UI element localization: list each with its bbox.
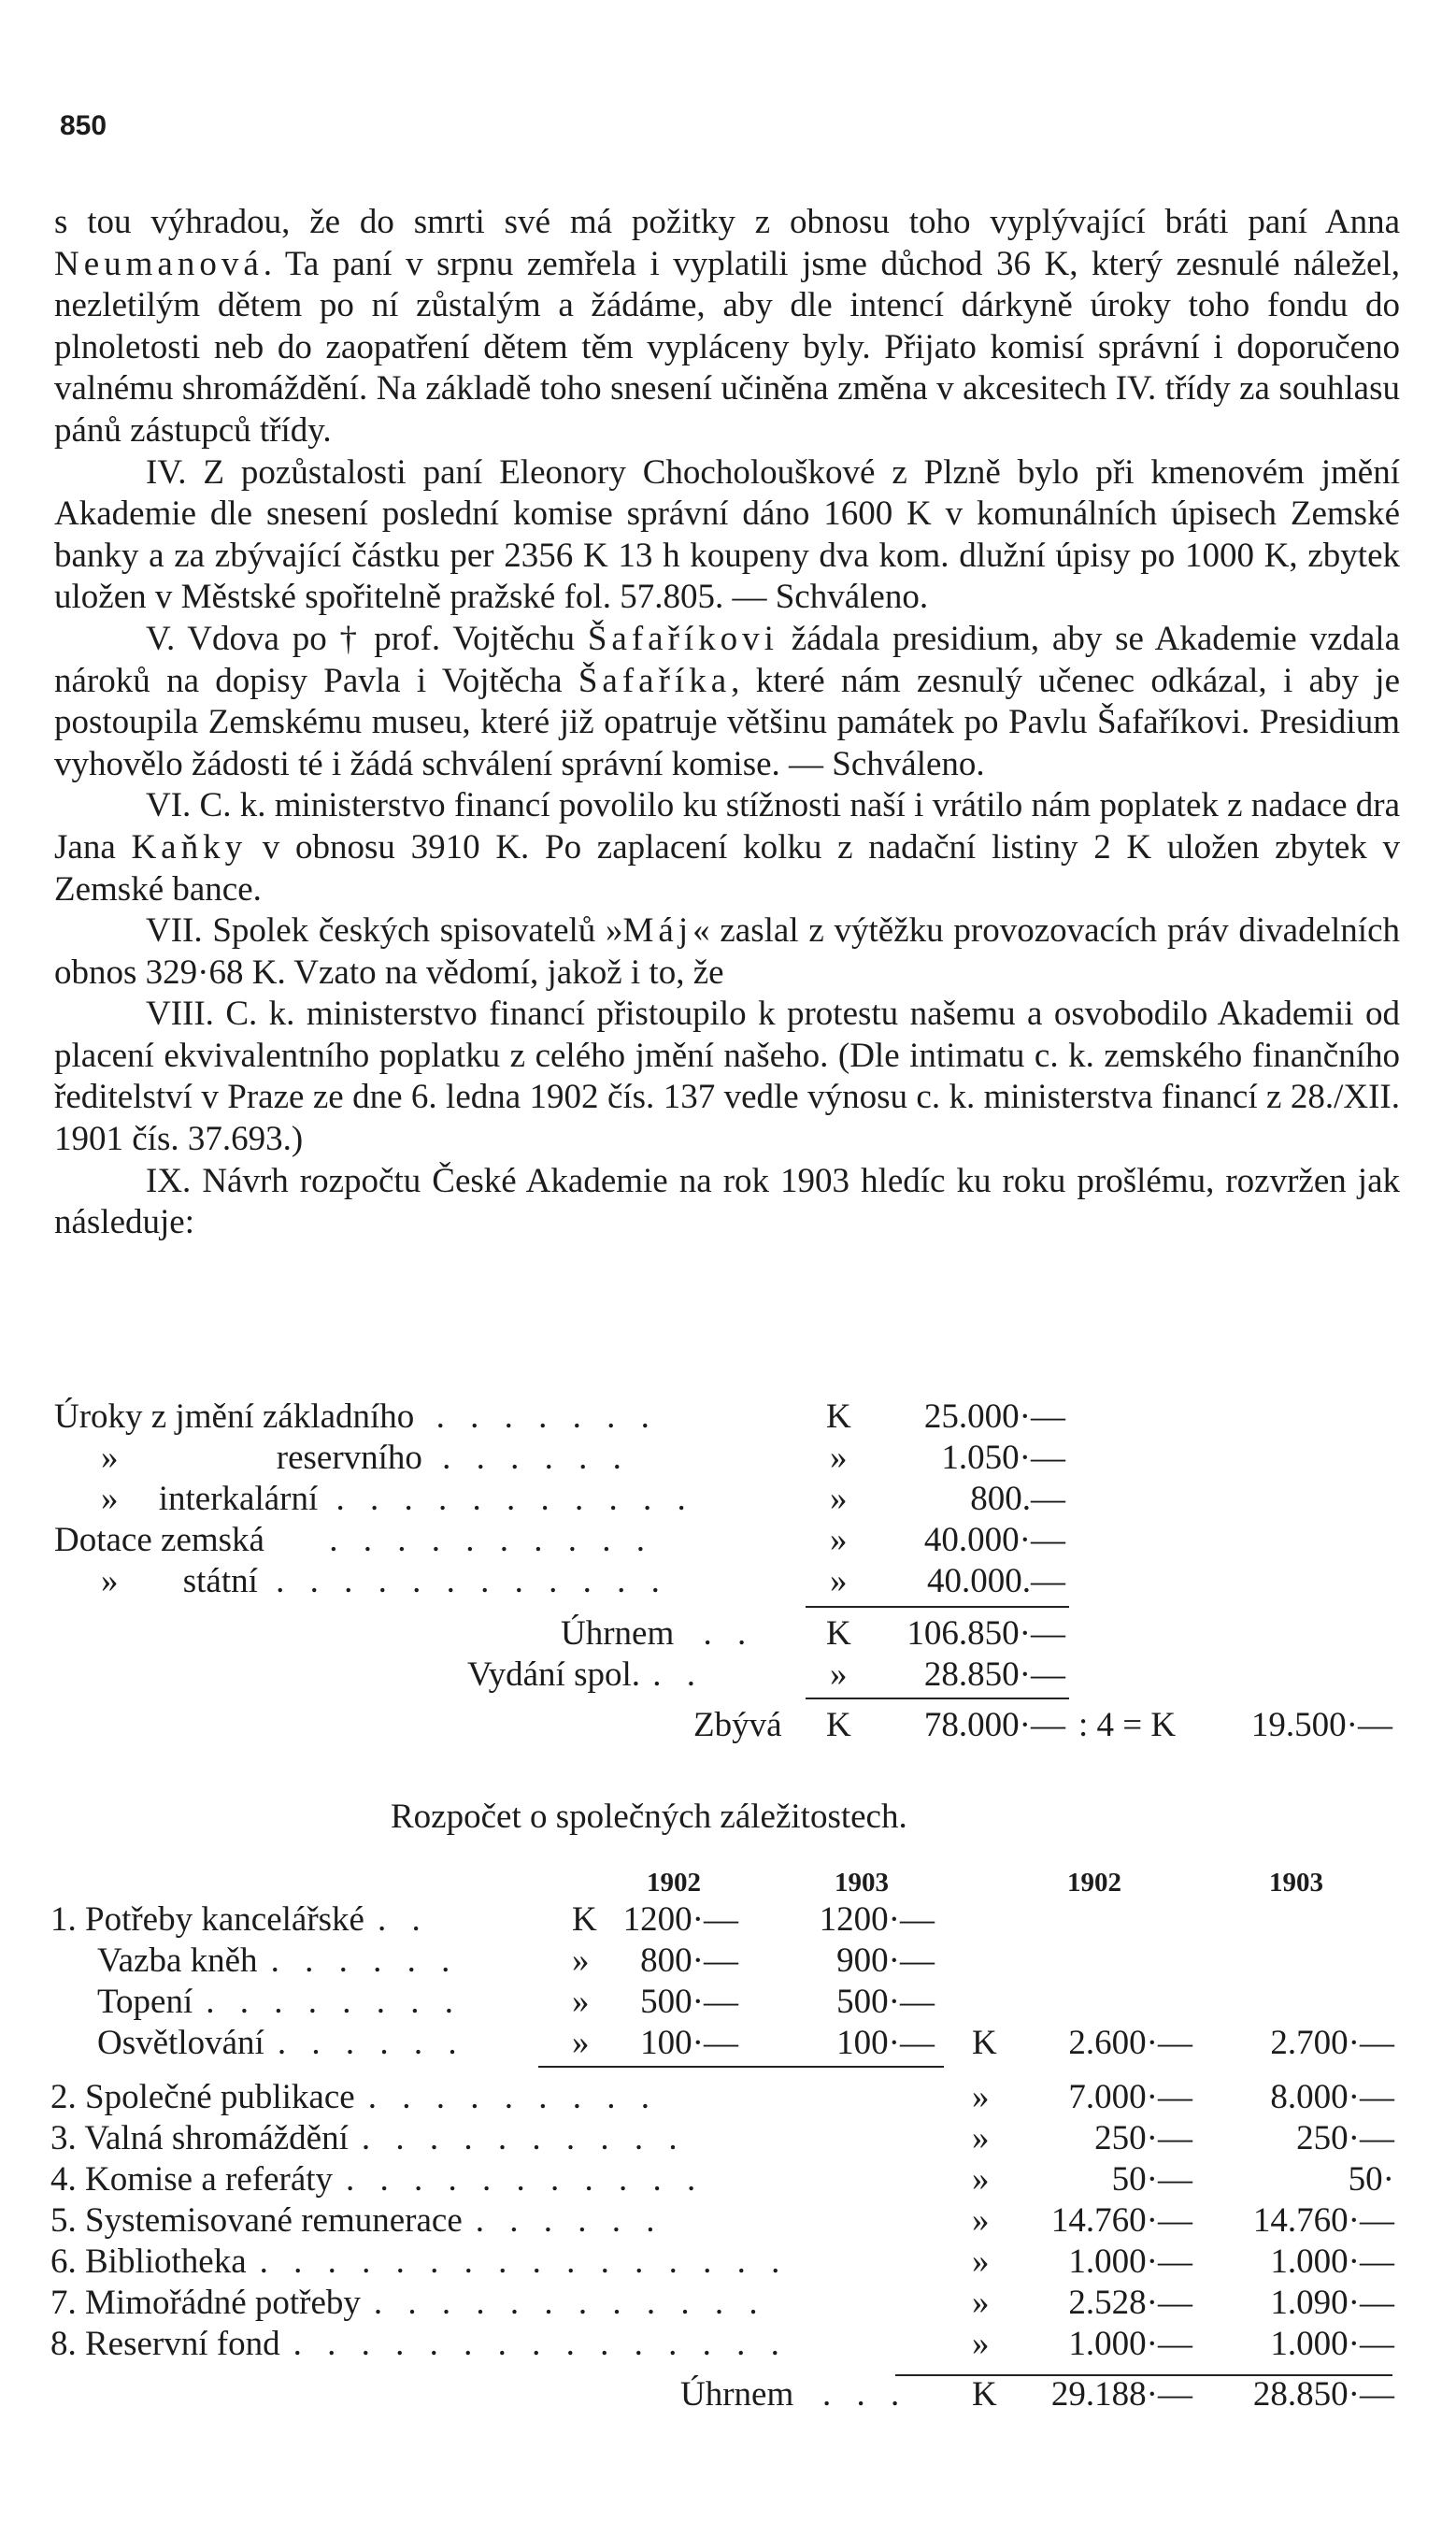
budget-currency: » — [830, 1521, 848, 1559]
row-label-wrap — [50, 2324, 788, 2365]
budget-currency: K — [826, 1706, 851, 1744]
row-label: 2. Společné publikace — [50, 2078, 355, 2116]
budget-remain-calc: : 4 = K — [1078, 1706, 1177, 1744]
budget-row: » státní . . . . . . . . . . . . — [101, 1562, 668, 1600]
budget-remain-value: 78.000·— — [923, 1706, 1065, 1744]
body-text — [54, 202, 1400, 1244]
row-dots: . . . . . . . . . . . . . . . . — [259, 2242, 789, 2281]
row-label: 7. Mimořádné potřeby — [50, 2284, 361, 2322]
budget-value: 1.050·— — [941, 1439, 1065, 1477]
row-label: 3. Valná shromáždění — [50, 2119, 349, 2157]
row-currency: K — [572, 1900, 597, 1939]
row-dots: . . . . . . . . . — [367, 2078, 658, 2116]
budget-expense-row: Vydání spol. . . — [467, 1655, 704, 1694]
spaced-name: Šafaříkovi — [587, 619, 778, 658]
table-row — [0, 1941, 1456, 1982]
row-currency: K — [972, 2024, 997, 2062]
row-label: 6. Bibliotheka — [50, 2242, 247, 2281]
budget-currency: K — [826, 1614, 851, 1653]
row-currency: » — [972, 2284, 990, 2322]
row-dots: . . . . . . — [475, 2201, 664, 2240]
row-label: Topení — [97, 1983, 193, 2021]
budget-currency: » — [830, 1562, 848, 1600]
row-1902-total: 7.000·— — [1068, 2078, 1192, 2116]
row-dots: . . . . . . . . — [206, 1983, 462, 2021]
budget-expense-value: 28.850·— — [923, 1655, 1065, 1694]
paragraph-vi: VI. C. k. ministerstvo financí povolilo ku stížnosti naší i vrátilo nám poplatek z nadace dra Jana Kaňky v obnosu 3910 K. Po zaplacení kolku z nadační listiny 2 K uložen zbytek v Zemské bance. — [54, 786, 1400, 909]
paragraph-viii: VIII. C. k. ministerstvo financí přistoupilo k protestu našemu a osvobodilo Akademii od placení ekvivalentního poplatku z celého jmění našeho. (Dle intimatu c. k. zemského finančního ředitelství v Praze ze dne 6. ledna 1902 čís. 137 vedle výnosu c. k. ministerstva financí z 28./XII. 1901 čís. 37.693.) — [54, 995, 1400, 1159]
row-label: 1. Potřeby kancelářské — [50, 1900, 364, 1939]
table-row — [0, 2200, 1456, 2242]
sum-rule — [538, 2066, 944, 2068]
budget-value: 25.000·— — [923, 1397, 1065, 1436]
col-header-1903: 1903 — [1269, 1868, 1323, 1898]
row-1903-item: 500·— — [836, 1983, 935, 2021]
col-header-1902: 1902 — [647, 1868, 701, 1898]
row-label-wrap — [50, 1899, 429, 1941]
budget-row: Dotace zemská . . . . . . . . . . — [54, 1521, 653, 1559]
row-label-wrap — [97, 1982, 462, 2023]
row-1902-total: 2.528·— — [1068, 2284, 1192, 2322]
table-row — [0, 2242, 1456, 2283]
table-row — [0, 2159, 1456, 2200]
row-label: 4. Komise a referáty — [50, 2160, 334, 2199]
expenses-total-row: Úhrnem . . . K 29.188·— 28.850·— — [680, 2375, 1394, 2414]
row-currency: » — [972, 2201, 990, 2240]
budget-remain-result: 19.500·— — [1250, 1706, 1392, 1744]
row-dots: . . . . . . . . . . . . . . . — [293, 2325, 788, 2363]
row-currency: » — [572, 2024, 590, 2062]
row-dots: . . . . . . . . . . . — [346, 2160, 705, 2199]
row-1903-total: 50· — [1348, 2160, 1394, 2199]
row-label-wrap — [97, 2023, 465, 2064]
budget-total-row: Úhrnem . . — [561, 1614, 755, 1653]
budget-remain-label: Zbývá — [693, 1706, 782, 1744]
row-currency: » — [572, 1941, 590, 1980]
row-label: 8. Reservní fond — [50, 2325, 280, 2363]
row-label-wrap — [50, 2242, 788, 2283]
budget-row: » reservního . . . . . . — [101, 1439, 630, 1477]
row-dots: . . . . . . . . . . . . — [373, 2284, 766, 2322]
row-1902-item: 500·— — [640, 1983, 738, 2021]
table-row — [0, 2118, 1456, 2159]
row-label-wrap — [97, 1941, 458, 1982]
budget-value: 40.000.— — [927, 1562, 1065, 1600]
expenses-total-1902: 29.188·— — [1050, 2375, 1192, 2414]
budget-row: » interkalární . . . . . . . . . . . — [101, 1480, 694, 1518]
budget-currency: » — [830, 1655, 848, 1694]
spaced-name: Neumanová — [54, 244, 264, 283]
table-row — [0, 1982, 1456, 2023]
row-1902-item: 100·— — [640, 2024, 738, 2062]
budget-currency: » — [830, 1439, 848, 1477]
row-currency: » — [972, 2325, 990, 2363]
table-row — [0, 1899, 1456, 1941]
row-currency: » — [572, 1983, 590, 2021]
row-currency: » — [972, 2119, 990, 2157]
page-number: 850 — [60, 110, 107, 141]
row-1903-total: 1.000·— — [1270, 2242, 1394, 2281]
row-1902-item: 800·— — [640, 1941, 738, 1980]
row-dots: . . — [377, 1900, 429, 1939]
row-1902-total: 1.000·— — [1068, 2325, 1192, 2363]
budget-value: 40.000·— — [923, 1521, 1065, 1559]
row-1903-total: 8.000·— — [1270, 2078, 1394, 2116]
budget-currency: » — [830, 1480, 848, 1518]
row-label: Vazba kněh — [97, 1941, 258, 1980]
paragraph-ix: IX. Návrh rozpočtu České Akademie na rok 1903 hledíc ku roku prošlému, rozvržen jak následuje: — [54, 1161, 1400, 1242]
paragraph-iv: IV. Z pozůstalosti paní Eleonory Chocholouškové z Plzně bylo při kmenovém jmění Akademie dle snesení poslední komise správní dáno 1600 K v komunálních úpisech Zemské banky a za zbývající částku per 2356 K 13 h koupeny dva kom. dlužní úpisy po 1000 K, zbytek uložen v Městské spořitelně pražské fol. 57.805. — Schváleno. — [54, 452, 1400, 617]
table-row — [0, 2077, 1456, 2118]
col-header-1902: 1902 — [1067, 1868, 1121, 1898]
row-1903-total: 14.760·— — [1252, 2201, 1394, 2240]
paragraph-v: V. Vdova po † prof. Vojtěchu Šafaříkovi žádala presidium, aby se Akademie vzdala nároků na dopisy Pavla i Vojtěcha Šafaříka, které nám zesnulý učenec odkázal, i aby je postoupila Zemskému museu, které již opatruje většinu památek po Pavlu Šafaříkovi. Presidium vyhovělo žádosti té i žádá schválení správní komise. — Schváleno. — [54, 619, 1401, 783]
budget-currency: K — [826, 1397, 851, 1436]
paragraph-anna-neumanova: s tou výhradou, že do smrti své má požitky z obnosu toho vyplývající bráti paní Anna Neumanová. Ta paní v srpnu zemřela i vyplatili jsme důchod 36 K, který zesnulé náležel, nezletilým dětem po ní zůstalým a žádáme, aby dle intencí dárkyně úroky toho fondu do plnoletosti neb do zaopatření dětem těm vypláceny byly. Přijato komisí správní i doporučeno valnému shromáždění. Na základě toho snesení učiněna změna v akcesitech IV. třídy za souhlasu pánů zástupců třídy. — [54, 203, 1400, 450]
spaced-name: Máj — [622, 911, 693, 951]
row-1902-total: 50·— — [1111, 2160, 1192, 2199]
row-1902-total: 14.760·— — [1050, 2201, 1192, 2240]
row-1902-item: 1200·— — [622, 1900, 738, 1939]
row-1903-item: 1200·— — [819, 1900, 935, 1939]
row-dots: . . . . . . — [277, 2024, 465, 2062]
row-currency: » — [972, 2242, 990, 2281]
budget-total-value: 106.850·— — [906, 1614, 1065, 1653]
row-dots: . . . . . . . . . . — [361, 2119, 686, 2157]
row-label: 5. Systemisované remunerace — [50, 2201, 463, 2240]
row-label-wrap — [50, 2200, 664, 2242]
row-1902-total: 250·— — [1094, 2119, 1192, 2157]
budget-row: Úroky z jmění základního . . . . . . . — [54, 1397, 658, 1436]
row-label-wrap — [50, 2159, 704, 2200]
spaced-name: Kaňky — [131, 827, 248, 867]
row-1903-item: 100·— — [836, 2024, 935, 2062]
row-1903-total: 250·— — [1296, 2119, 1394, 2157]
row-label-wrap — [50, 2283, 766, 2324]
row-1903-total: 2.700·— — [1270, 2024, 1394, 2062]
row-1902-total: 2.600·— — [1068, 2024, 1192, 2062]
row-label-wrap — [50, 2118, 686, 2159]
table-row — [0, 2324, 1456, 2365]
row-1902-total: 1.000·— — [1068, 2242, 1192, 2281]
sum-rule — [806, 1698, 1069, 1699]
table-row — [0, 2283, 1456, 2324]
row-currency: » — [972, 2078, 990, 2116]
col-header-1903: 1903 — [835, 1868, 889, 1898]
budget-value: 800.— — [970, 1480, 1065, 1518]
row-label-wrap — [50, 2077, 658, 2118]
expenses-title: Rozpočet o společných záležitostech. — [391, 1798, 907, 1836]
row-currency: » — [972, 2160, 990, 2199]
paragraph-vii: VII. Spolek českých spisovatelů »Máj« zaslal z výtěžku provozovacích práv divadelních obnos 329·68 K. Vzato na vědomí, jakož i to, že — [54, 911, 1400, 992]
table-row — [0, 2023, 1456, 2064]
row-dots: . . . . . . — [270, 1941, 459, 1980]
row-1903-item: 900·— — [836, 1941, 935, 1980]
row-1903-total: 1.090·— — [1270, 2284, 1394, 2322]
row-1903-total: 1.000·— — [1270, 2325, 1394, 2363]
spaced-name: Šafaříka — [578, 661, 732, 700]
row-label: Osvětlování — [97, 2024, 264, 2062]
sum-rule — [806, 1606, 1069, 1608]
expenses-total-1903: 28.850·— — [1252, 2375, 1394, 2414]
